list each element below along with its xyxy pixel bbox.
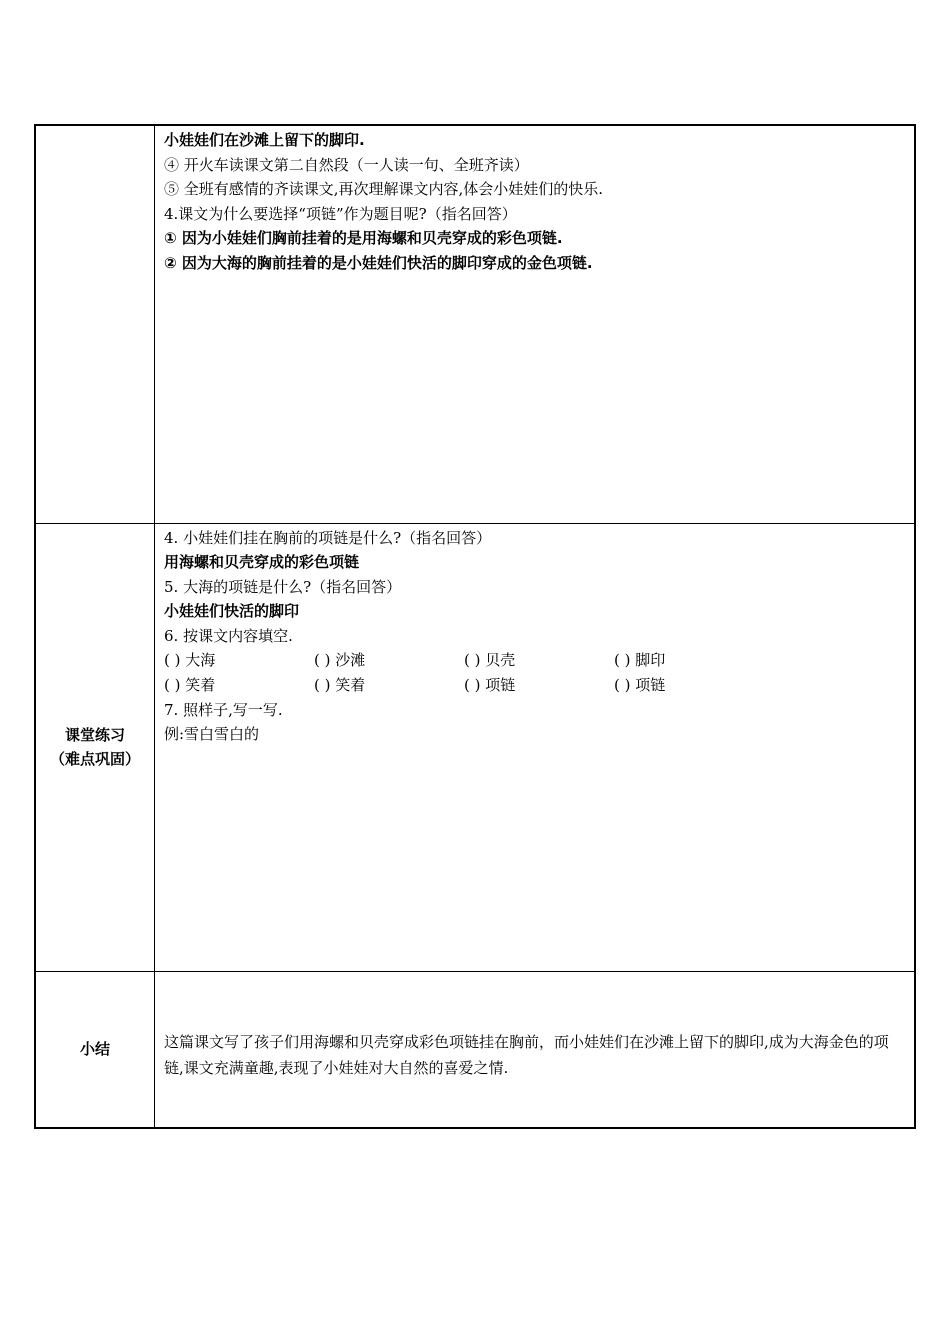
answer-4: 用海螺和贝壳穿成的彩色项链 [164,553,360,572]
answer-5: 小娃娃们快活的脚印 [164,602,300,621]
section-label-empty [35,125,155,523]
question-6: 6. 按课文内容填空. [164,626,293,645]
practice-label [35,523,155,971]
fill-blank: ( ) 大海 [164,651,216,670]
summary-label: 小结 [35,971,155,1128]
teaching-process-line: ② 因为大海的胸前挂着的是小娃娃们快活的脚印穿成的金色项链. [164,253,593,272]
teaching-process-line: ⑤ 全班有感情的齐读课文,再次理解课文内容,体会小娃娃们的快乐. [164,180,604,199]
practice-label-title: 课堂练习 [64,726,125,744]
example-text: 例:雪白雪白的 [164,725,260,744]
summary-row [35,971,915,1128]
fill-blank-row-1 [164,648,908,673]
practice-content [155,523,916,971]
question-5: 5. 大海的项链是什么?（指名回答） [164,577,402,596]
fill-blank: ( ) 脚印 [614,651,666,670]
practice-label-subtitle: （难点巩固） [49,750,140,768]
teaching-process-line: ① 因为小娃娃们胸前挂着的是用海螺和贝壳穿成的彩色项链. [164,229,563,248]
teaching-process-line: 小娃娃们在沙滩上留下的脚印. [164,131,365,149]
fill-blank: ( ) 项链 [464,676,516,695]
fill-blank: ( ) 笑着 [314,676,366,695]
summary-content [155,971,916,1128]
fill-blank: ( ) 笑着 [164,676,216,695]
summary-text: 这篇课文写了孩子们用海螺和贝壳穿成彩色项链挂在胸前，而小娃娃们在沙滩上留下的脚印,成为大海金色的项链,课文充满童趣,表现了小娃娃对大自然的喜爱之情. [164,1033,889,1078]
fill-blank: ( ) 项链 [614,676,666,695]
lesson-plan-table [34,124,916,1129]
teaching-process-content [155,125,916,523]
question-4: 4. 小娃娃们挂在胸前的项链是什么?（指名回答） [164,528,492,547]
practice-row [35,523,915,971]
question-7: 7. 照样子,写一写. [164,700,283,719]
fill-blank: ( ) 沙滩 [314,651,366,670]
teaching-process-lines [164,128,908,276]
fill-blank: ( ) 贝壳 [464,651,516,670]
teaching-process-line: 4.课文为什么要选择“项链”作为题目呢?（指名回答） [164,204,517,223]
teaching-process-line: ④ 开火车读课文第二自然段（一人读一句、全班齐读） [164,155,529,174]
fill-blank-row-2 [164,673,908,698]
teaching-process-row [35,125,915,523]
